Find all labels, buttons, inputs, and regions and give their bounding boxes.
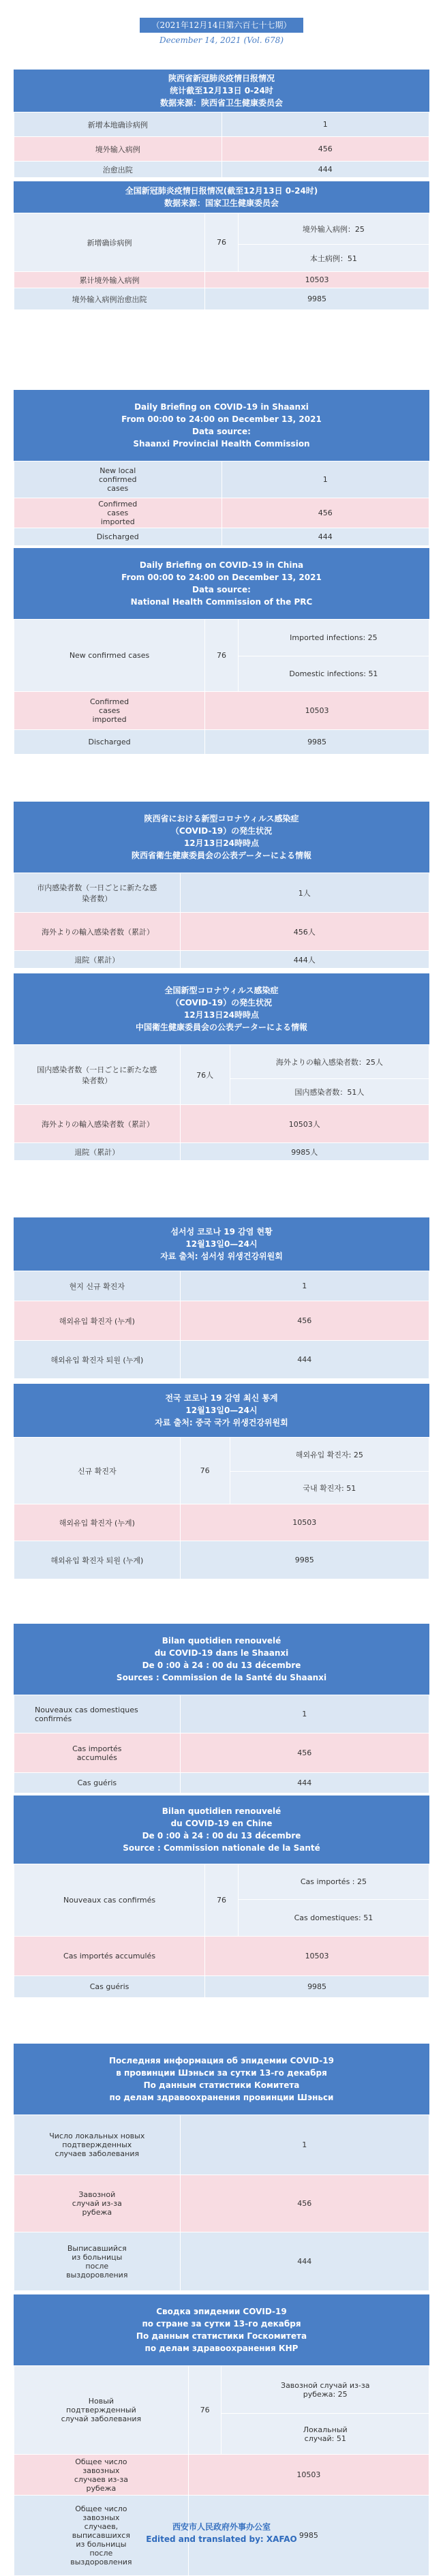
discharged-label: 治愈出院: [14, 162, 222, 178]
title-line: Shaanxi Provincial Health Commission: [133, 439, 310, 449]
imported-label: Завозной случай из-за рубежа: [14, 2175, 181, 2232]
title-line: По данным статистики Госкомитета: [136, 2331, 307, 2341]
title-line: （COVID-19）の発生状況: [170, 826, 273, 836]
imported-label: Cas importés accumulés: [14, 1733, 181, 1773]
title-line: Data source:: [192, 427, 251, 436]
local-value: 1: [180, 2115, 429, 2175]
title-line: du COVID-19 en Chine: [170, 1819, 273, 1828]
local-label: New local confirmed cases: [14, 461, 222, 498]
new-value: 76: [205, 620, 239, 692]
title-line: По данным статистики Комитета: [143, 2080, 300, 2090]
title-line: Sources : Commission de la Santé du Shaanxi: [116, 1673, 327, 1682]
title-line: 12月13日24時時点: [183, 1010, 260, 1020]
cn-shaanxi-table: [14, 112, 429, 178]
discharged-value: 444: [222, 528, 429, 546]
issue-date-english: December 14, 2021 (Vol. 678): [159, 35, 284, 45]
title-line: 全国新冠肺炎疫情日报情况(截至12月13日 0-24时): [125, 186, 318, 196]
en-shaanxi-table: [14, 461, 429, 546]
title-line: （COVID-19）の発生状況: [170, 998, 273, 1007]
ja-shaanxi-table: [14, 873, 429, 969]
cum-label: Cas importés accumulés: [14, 1937, 205, 1976]
imported-value: 456: [180, 1301, 429, 1341]
domestic-sub-label: 本土病例：51: [238, 245, 429, 272]
title-line: 섬서성 코로나 19 감염 현황: [170, 1227, 273, 1237]
domestic-sub-label: Локальный случай: 51: [222, 2414, 429, 2455]
local-value: 1: [222, 112, 429, 137]
local-value: 1: [180, 1271, 429, 1301]
ja-shaanxi-header: [14, 802, 429, 873]
title-line: 统计截至12月13日 0-24时: [170, 86, 273, 95]
domestic-sub-label: 国内感染者数：51人: [230, 1079, 429, 1105]
ru-shaanxi-header: [14, 2044, 429, 2115]
discharged-label: Discharged: [14, 528, 222, 546]
local-value: 1: [180, 1695, 429, 1733]
dis-value: 9985: [205, 730, 429, 755]
import-sub-label: 境外输入病例：25: [238, 213, 429, 245]
cum-value: 10503: [188, 2455, 429, 2496]
discharged-value: 444: [180, 2232, 429, 2291]
title-line: Daily Briefing on COVID-19 in China: [139, 560, 304, 570]
import-sub-label: 해외유입 확진자: 25: [230, 1438, 429, 1472]
cn-shaanxi-header: [14, 70, 429, 112]
cum-value: 10503人: [180, 1105, 429, 1143]
local-label: 市内感染者数（一日ごとに新たな感染者数）: [14, 873, 181, 913]
ko-china-header: [14, 1384, 429, 1437]
local-label: Число локальных новых подтвержденных случаев заболевания: [14, 2115, 181, 2175]
new-label: 新增确诊病例: [14, 213, 205, 272]
title-line: 数据来源：国家卫生健康委员会: [164, 198, 279, 208]
cn-shaanxi-panel: [14, 70, 429, 178]
domestic-sub-label: Domestic infections: 51: [238, 656, 429, 692]
new-label: Nouveaux cas confirmés: [14, 1864, 205, 1937]
discharged-label: Выписавшийся из больницы после выздоровления: [14, 2232, 181, 2291]
domestic-sub-label: 국내 확진자: 51: [230, 1472, 429, 1504]
dis-label: 境外输入病例治愈出院: [14, 288, 205, 310]
title-line: по делам здравоохранения КНР: [144, 2344, 299, 2353]
imported-label: Confirmed cases imported: [14, 498, 222, 528]
fr-china-panel: [14, 1795, 429, 1998]
cum-value: 10503: [180, 1504, 429, 1541]
title-line: 数据来源：陕西省卫生健康委员会: [159, 98, 283, 108]
en-china-panel: [14, 548, 429, 755]
title-line: Source : Commission nationale de la Santé: [123, 1843, 320, 1853]
import-sub-label: Завозной случай из-за рубежа: 25: [222, 2366, 429, 2414]
title-line: 전국 코로나 19 감염 최신 통계: [165, 1393, 278, 1403]
imported-label: 境外输入病例: [14, 137, 222, 162]
imported-value: 456: [222, 498, 429, 528]
title-line: по делам здравоохранения провинции Шэньси: [109, 2093, 334, 2102]
new-value: 76: [205, 213, 239, 272]
cum-label: 해외유입 확진자 (누계): [14, 1504, 181, 1541]
title-line: De 0 :00 à 24 : 00 du 13 décembre: [142, 1661, 301, 1670]
title-line: в провинции Шэньси за сутки 13-го декабря: [116, 2068, 327, 2078]
cum-label: 累计境外输入病例: [14, 272, 205, 288]
en-shaanxi-header: [14, 390, 429, 461]
imported-value: 456人: [180, 913, 429, 951]
new-label: 신규 확진자: [14, 1438, 181, 1504]
ru-china-header: [14, 2294, 429, 2365]
title-line: 12月13日24時時点: [183, 838, 260, 848]
discharged-label: 退院（累計）: [14, 951, 181, 969]
imported-value: 456: [222, 137, 429, 162]
ko-shaanxi-panel: [14, 1217, 429, 1379]
new-value: 76人: [180, 1045, 230, 1105]
cn-china-panel: [14, 181, 429, 310]
cn-china-header: [14, 181, 429, 213]
dis-label: Cas guéris: [14, 1976, 205, 1998]
title-line: du COVID-19 dans le Shaanxi: [154, 1648, 289, 1658]
title-line: From 00:00 to 24:00 on December 13, 2021: [121, 414, 322, 424]
imported-value: 456: [180, 2175, 429, 2232]
title-line: 자료 출처: 섬서성 위생건강위원회: [160, 1252, 283, 1261]
cum-label: 海外よりの輸入感染者数（累計）: [14, 1105, 181, 1143]
title-line: Data source:: [192, 585, 251, 594]
discharged-label: Cas guéris: [14, 1773, 181, 1793]
ko-shaanxi-table: [14, 1271, 429, 1379]
ko-shaanxi-header: [14, 1217, 429, 1271]
footer-credit: Edited and translated by: XAFAO: [146, 2534, 297, 2544]
title-line: 12월13일0—24시: [185, 1406, 258, 1415]
imported-label: 해외유입 확진자 (누계): [14, 1301, 181, 1341]
dis-value: 9985: [188, 2496, 429, 2576]
title-line: National Health Commission of the PRC: [130, 597, 313, 607]
fr-shaanxi-panel: [14, 1624, 429, 1793]
discharged-value: 444: [180, 1341, 429, 1379]
fr-china-table: [14, 1864, 429, 1998]
dis-label: Discharged: [14, 730, 205, 755]
domestic-sub-label: Cas domestiques: 51: [238, 1900, 429, 1937]
ko-china-table: [14, 1437, 429, 1579]
en-china-header: [14, 548, 429, 619]
imported-value: 456: [180, 1733, 429, 1773]
ko-china-panel: [14, 1384, 429, 1579]
ru-shaanxi-table: [14, 2115, 429, 2291]
new-value: 76: [180, 1438, 230, 1504]
title-line: по стране за сутки 13-го декабря: [142, 2319, 301, 2329]
title-line: Сводка эпидемии COVID-19: [156, 2307, 287, 2316]
en-china-table: [14, 619, 429, 755]
cum-label: Общее число завозных случаев из-за рубежа: [14, 2455, 189, 2496]
fr-china-header: [14, 1795, 429, 1864]
title-line: From 00:00 to 24:00 on December 13, 2021: [121, 573, 322, 582]
title-line: 陝西省衛生健康委員会の公表データーによる情報: [131, 851, 311, 860]
ja-china-panel: [14, 973, 429, 1161]
new-value: 76: [205, 1864, 239, 1937]
title-line: Последняя информация об эпидемии COVID-19: [109, 2056, 334, 2065]
title-line: Bilan quotidien renouvelé: [162, 1636, 281, 1646]
cum-label: Confirmed cases imported: [14, 692, 205, 730]
ja-shaanxi-panel: [14, 802, 429, 969]
title-line: 中国衛生健康委員会の公表データーによる情報: [135, 1022, 307, 1032]
discharged-value: 444: [180, 1773, 429, 1793]
en-shaanxi-panel: [14, 390, 429, 546]
title-line: De 0 :00 à 24 : 00 du 13 décembre: [142, 1831, 301, 1840]
local-label: 新增本地确诊病例: [14, 112, 222, 137]
ja-china-header: [14, 973, 429, 1044]
title-line: 12월13일0—24시: [185, 1239, 258, 1249]
local-value: 1: [222, 461, 429, 498]
title-line: 자료 출처: 중국 국가 위생건강위원회: [155, 1418, 288, 1427]
title-line: 陕西省新冠肺炎疫情日报情况: [168, 74, 275, 83]
ru-china-table: [14, 2365, 429, 2576]
import-sub-label: Imported infections: 25: [238, 620, 429, 656]
new-value: 76: [188, 2366, 222, 2455]
dis-label: 退院（累計）: [14, 1143, 181, 1161]
cum-value: 10503: [205, 692, 429, 730]
title-line: Bilan quotidien renouvelé: [162, 1806, 281, 1816]
cn-china-table: [14, 213, 429, 310]
dis-value: 9985: [205, 1976, 429, 1998]
local-value: 1人: [180, 873, 429, 913]
title-line: Daily Briefing on COVID-19 in Shaanxi: [134, 402, 309, 412]
issue-date-badge: （2021年12月14日第六百七十七期）: [140, 18, 303, 33]
discharged-label: 해외유입 확진자 퇴원 (누계): [14, 1341, 181, 1379]
dis-label: Общее число завозных случаев, выписавшихся из больницы после выздоровления: [14, 2496, 189, 2576]
cum-value: 10503: [205, 1937, 429, 1976]
ja-china-table: [14, 1044, 429, 1161]
imported-label: 海外よりの輸入感染者数（累計）: [14, 913, 181, 951]
import-sub-label: Cas importés : 25: [238, 1864, 429, 1900]
discharged-value: 444: [222, 162, 429, 178]
import-sub-label: 海外よりの輸入感染者数：25人: [230, 1045, 429, 1079]
fr-shaanxi-header: [14, 1624, 429, 1695]
local-label: Nouveaux cas domestiques confirmés: [14, 1695, 181, 1733]
title-line: 陝西省における新型コロナウィルス感染症: [144, 814, 299, 823]
dis-value: 9985: [180, 1541, 429, 1579]
dis-label: 해외유입 확진자 퇴원 (누계): [14, 1541, 181, 1579]
local-label: 현지 신규 확진자: [14, 1271, 181, 1301]
dis-value: 9985: [205, 288, 429, 310]
new-label: New confirmed cases: [14, 620, 205, 692]
new-label: 国内感染者数（一日ごとに新たな感染者数）: [14, 1045, 181, 1105]
discharged-value: 444人: [180, 951, 429, 969]
footer-org: 西安市人民政府外事办公室: [172, 2522, 271, 2532]
new-label: Новый подтвержденный случай заболевания: [14, 2366, 189, 2455]
cum-value: 10503: [205, 272, 429, 288]
fr-shaanxi-table: [14, 1695, 429, 1793]
ru-shaanxi-panel: [14, 2044, 429, 2291]
dis-value: 9985人: [180, 1143, 429, 1161]
title-line: 全国新型コロナウィルス感染症: [164, 986, 279, 995]
